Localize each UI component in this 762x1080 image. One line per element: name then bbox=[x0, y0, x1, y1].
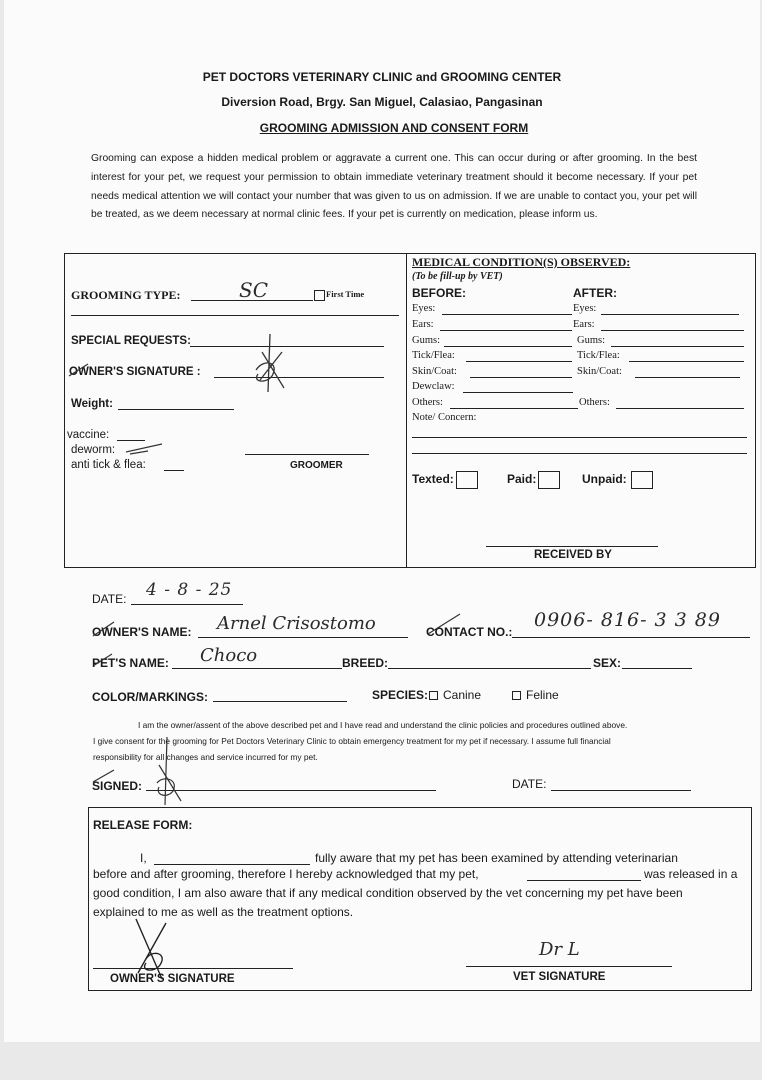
unpaid-box-icon bbox=[631, 471, 653, 489]
received-by-label: RECEIVED BY bbox=[534, 549, 612, 561]
release-text-2b: was released in a bbox=[644, 867, 738, 881]
received-by-line[interactable] bbox=[486, 546, 658, 547]
release-pet-name-field[interactable] bbox=[527, 880, 641, 881]
consent-line-3: responsibility for all changes and service incurred for my pet. bbox=[93, 752, 318, 762]
before-skincoat-label: Skin/Coat: bbox=[412, 366, 457, 377]
paid-box-icon bbox=[538, 471, 560, 489]
after-ears-field[interactable] bbox=[601, 330, 744, 331]
unpaid-checkbox[interactable] bbox=[582, 471, 653, 489]
groomer-signature-line[interactable] bbox=[245, 454, 369, 455]
before-tickflea-label: Tick/Flea: bbox=[412, 350, 455, 361]
clinic-address: Diversion Road, Brgy. San Miguel, Calasiao, Pangasinan bbox=[221, 95, 543, 109]
signed-field[interactable] bbox=[146, 790, 436, 791]
vet-signature-label: VET SIGNATURE bbox=[513, 971, 606, 983]
sex-field[interactable] bbox=[622, 668, 692, 669]
release-owner-name-field[interactable] bbox=[154, 864, 310, 865]
deworm-check-icon bbox=[124, 442, 164, 456]
owner-name-tick-icon bbox=[92, 620, 116, 638]
after-eyes-field[interactable] bbox=[601, 314, 739, 315]
owner-tick-icon bbox=[68, 362, 90, 378]
signed-scribble-icon bbox=[149, 735, 189, 810]
after-eyes-label: Eyes: bbox=[573, 303, 597, 314]
before-others-label: Others: bbox=[412, 397, 443, 408]
feline-box-icon bbox=[512, 691, 521, 700]
before-others-field[interactable] bbox=[450, 408, 578, 409]
first-time-checkbox[interactable] bbox=[314, 289, 364, 301]
groomer-label: GROOMER bbox=[290, 460, 343, 471]
color-markings-label: COLOR/MARKINGS: bbox=[92, 690, 208, 704]
before-tickflea-field[interactable] bbox=[466, 361, 572, 362]
pet-name-value: Choco bbox=[200, 645, 258, 666]
before-eyes-field[interactable] bbox=[442, 314, 572, 315]
date-value: 4 - 8 - 25 bbox=[146, 580, 233, 600]
texted-box-icon bbox=[456, 471, 478, 489]
sex-label: SEX: bbox=[593, 656, 622, 670]
before-label: BEFORE: bbox=[412, 286, 466, 300]
breed-field[interactable] bbox=[388, 668, 591, 669]
after-skincoat-label: Skin/Coat: bbox=[577, 366, 622, 377]
release-text-4: explained to me as well as the treatment options. bbox=[93, 905, 354, 919]
before-eyes-label: Eyes: bbox=[412, 303, 436, 314]
pet-name-field[interactable] bbox=[172, 668, 342, 669]
species-label: SPECIES: bbox=[372, 688, 429, 702]
box-divider bbox=[406, 253, 407, 568]
date-label: DATE: bbox=[92, 592, 127, 606]
intro-paragraph: Grooming can expose a hidden medical problem or aggravate a current one. This can occur during or after grooming. In the best interest for your pet, we request your permission to obtain immediate veterinary treatment should it become necessary. If your pet needs medical attention we will contact your number that was given to us on admission. If we are unable to contact you, your pet will be treated, as we deem necessary at normal clinic fees. If your pet is currently on medication, please inform us. bbox=[91, 153, 697, 221]
after-others-field[interactable] bbox=[616, 408, 744, 409]
contact-tick-icon bbox=[426, 612, 462, 636]
color-markings-field[interactable] bbox=[213, 701, 347, 702]
pet-name-tick-icon bbox=[92, 652, 114, 668]
after-ears-label: Ears: bbox=[573, 319, 595, 330]
note-line-1[interactable] bbox=[412, 437, 747, 438]
signed-label: SIGNED: bbox=[92, 779, 143, 793]
weight-label: Weight: bbox=[71, 398, 113, 410]
grooming-extra-line[interactable] bbox=[71, 315, 399, 316]
note-line-2[interactable] bbox=[412, 453, 747, 454]
first-time-label: First Time bbox=[326, 289, 365, 299]
after-tickflea-field[interactable] bbox=[629, 361, 744, 362]
vaccine-label: vaccine: bbox=[67, 429, 110, 441]
feline-label: Feline bbox=[526, 688, 559, 702]
release-text-3: good condition, I am also aware that if any medical condition observed by the vet concerning my pet have been bbox=[93, 886, 683, 900]
deworm-label: deworm: bbox=[71, 444, 116, 456]
contact-field[interactable] bbox=[512, 637, 750, 638]
grooming-type-label: GROOMING TYPE: bbox=[71, 288, 181, 302]
form-title: GROOMING ADMISSION AND CONSENT FORM bbox=[259, 121, 529, 135]
after-label: AFTER: bbox=[573, 286, 617, 300]
vet-signature-value: Dr L bbox=[539, 939, 580, 960]
owner-signature-scribble-icon bbox=[242, 332, 302, 402]
note-concern-label: Note/ Concern: bbox=[412, 412, 477, 423]
owner-name-value: Arnel Crisostomo bbox=[217, 613, 376, 634]
canine-label: Canine bbox=[443, 688, 482, 702]
anti-tick-field[interactable] bbox=[164, 470, 184, 471]
consent-date-label: DATE: bbox=[512, 777, 547, 791]
anti-tick-label: anti tick & flea: bbox=[71, 459, 146, 471]
before-dewclaw-field[interactable] bbox=[463, 392, 573, 393]
paid-label: Paid: bbox=[507, 472, 537, 487]
paid-checkbox[interactable] bbox=[507, 471, 560, 489]
release-text-2a: before and after grooming, therefore I hereby acknowledged that my pet, bbox=[93, 867, 479, 881]
before-ears-field[interactable] bbox=[440, 330, 572, 331]
release-owner-signature-label: OWNER'S SIGNATURE bbox=[110, 973, 235, 985]
signed-tick-icon bbox=[92, 768, 116, 784]
date-field[interactable] bbox=[131, 604, 243, 605]
unpaid-label: Unpaid: bbox=[582, 472, 627, 487]
medical-subtitle: (To be fill-up by VET) bbox=[412, 271, 503, 282]
before-dewclaw-label: Dewclaw: bbox=[412, 381, 455, 392]
owner-name-label: OWNER'S NAME: bbox=[92, 625, 192, 639]
after-gums-field[interactable] bbox=[611, 346, 744, 347]
texted-checkbox[interactable] bbox=[412, 471, 478, 489]
grooming-type-value: SC bbox=[239, 278, 269, 302]
before-gums-label: Gums: bbox=[412, 335, 441, 346]
after-others-label: Others: bbox=[579, 397, 610, 408]
owner-signature-label: OWNER'S SIGNATURE : bbox=[69, 366, 201, 378]
weight-field[interactable] bbox=[118, 409, 234, 410]
breed-label: BREED: bbox=[342, 656, 389, 670]
release-title: RELEASE FORM: bbox=[93, 818, 193, 832]
medical-title: MEDICAL CONDITION(S) OBSERVED: bbox=[412, 255, 631, 269]
first-time-box-icon bbox=[314, 290, 325, 301]
form-page bbox=[4, 0, 760, 1042]
release-text-1: fully aware that my pet has been examined by attending veterinarian bbox=[315, 851, 678, 865]
pet-name-label: PET'S NAME: bbox=[92, 656, 169, 670]
clinic-name: PET DOCTORS VETERINARY CLINIC and GROOMING CENTER bbox=[202, 70, 562, 84]
consent-line-1: I am the owner/assent of the above described pet and I have read and understand the clinic policies and procedures outlined above. bbox=[138, 720, 628, 730]
contact-value: 0906- 816- 3 3 89 bbox=[534, 609, 721, 631]
feline-option[interactable] bbox=[512, 688, 559, 702]
canine-box-icon bbox=[429, 691, 438, 700]
after-skincoat-field[interactable] bbox=[635, 377, 740, 378]
before-ears-label: Ears: bbox=[412, 319, 434, 330]
after-tickflea-label: Tick/Flea: bbox=[577, 350, 620, 361]
release-i-label: I, bbox=[140, 851, 147, 865]
owner-name-field[interactable] bbox=[198, 637, 408, 638]
consent-date-field[interactable] bbox=[551, 790, 691, 791]
after-gums-label: Gums: bbox=[577, 335, 606, 346]
consent-line-2: I give consent for the grooming for Pet Doctors Veterinary Clinic to obtain emergency treatment for my pet if necessary. I assume full financial bbox=[93, 736, 611, 746]
contact-label: CONTACT NO.: bbox=[426, 625, 513, 639]
before-skincoat-field[interactable] bbox=[470, 377, 572, 378]
before-gums-field[interactable] bbox=[444, 346, 572, 347]
vaccine-field[interactable] bbox=[117, 440, 145, 441]
vet-signature-line[interactable] bbox=[466, 966, 672, 967]
special-requests-label: SPECIAL REQUESTS: bbox=[71, 335, 191, 347]
canine-option[interactable] bbox=[429, 688, 481, 702]
texted-label: Texted: bbox=[412, 472, 454, 487]
